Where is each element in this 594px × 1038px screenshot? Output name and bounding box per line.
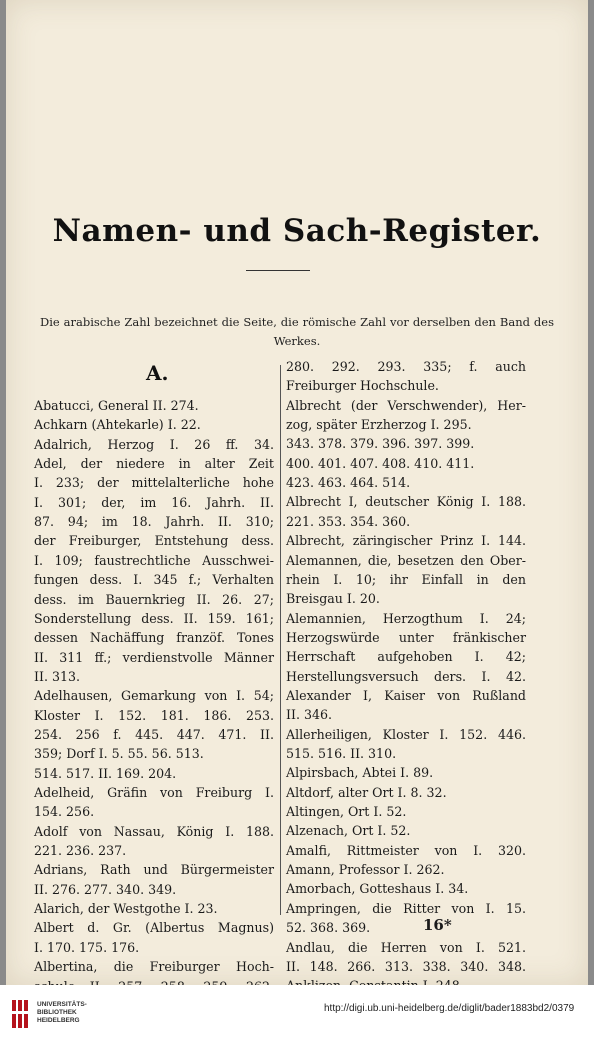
index-entry-line: 254. 256 f. 445. 447. 471. II. <box>34 726 274 742</box>
index-entry-line: II. 311 ff.; verdienstvolle Männer <box>34 649 274 665</box>
index-entry-line: Albertina, die Freiburger Hoch- <box>34 959 274 975</box>
index-entry-line: Adel, der niedere in alter Zeit <box>34 456 274 472</box>
index-entry-line: Adelheid, Gräfin von Freiburg I. <box>34 785 274 800</box>
source-url-link[interactable]: http://digi.ub.uni-heidelberg.de/diglit/bader1883bd2/0379 <box>324 1003 575 1014</box>
title-rule <box>246 270 310 271</box>
index-entry-line: Sonderstellung dess. II. 159. 161; <box>34 610 274 626</box>
index-entry-line: Albert d. Gr. (Albertus Magnus) <box>34 920 274 936</box>
index-entry-line: Herzogswürde unter fränkischer <box>286 629 526 645</box>
index-entry-line: dessen Nachäffung franzöf. Tones <box>34 630 274 646</box>
index-entry-line: 280. 292. 293. 335; f. auch <box>286 359 526 374</box>
index-entry-line: rhein I. 10; ihr Einfall in den <box>286 571 526 587</box>
library-name: UNIVERSITÄTS- BIBLIOTHEK HEIDELBERG <box>37 1001 87 1024</box>
index-entry-line: II. 313. <box>34 668 80 684</box>
index-entry-line: Albrecht (der Verschwender), Her- <box>286 397 526 413</box>
index-entry-line: der Freiburger, Entstehung dess. <box>34 533 274 549</box>
index-entry-line: 221. 353. 354. 360. <box>286 513 411 529</box>
index-entry-line: 52. 368. 369. <box>286 920 371 936</box>
index-entry-line: Freiburger Hochschule. <box>286 378 439 394</box>
index-entry-line: II. 148. 266. 313. 338. 340. 348. <box>286 958 526 974</box>
index-entry-line: Albrecht, zäringischer Prinz I. 144. <box>286 533 526 549</box>
index-entry-line: Alexander I, Kaiser von Rußland <box>286 687 526 703</box>
index-entry-line: 359; Dorf I. 5. 55. 56. 513. <box>34 746 204 762</box>
page-number: 16* <box>423 916 452 934</box>
index-entry-line: Allerheiligen, Kloster I. 152. 446. <box>286 726 526 742</box>
index-entry-line: I. 301; der, im 16. Jahrh. II. <box>34 494 274 510</box>
index-entry-line: 514. 517. II. 169. 204. <box>34 765 177 781</box>
index-entry-line: Albrecht I, deutscher König I. 188. <box>286 494 526 510</box>
index-entry-line: Andlau, die Herren von I. 521. <box>286 939 526 955</box>
index-entry-line: Altingen, Ort I. 52. <box>286 804 407 820</box>
index-entry-line: 423. 463. 464. 514. <box>286 475 411 491</box>
index-entry-line: 400. 401. 407. 408. 410. 411. <box>286 455 475 471</box>
index-entry-line: II. 276. 277. 340. 349. <box>34 881 177 897</box>
index-entry-line: zog, später Erzherzog I. 295. <box>286 417 472 433</box>
index-entry-line: dess. im Bauernkrieg II. 26. 27; <box>34 591 274 607</box>
index-entry-line: Adolf von Nassau, König I. 188. <box>34 823 274 839</box>
index-entry-line: Adelhausen, Gemarkung von I. 54; <box>34 688 274 704</box>
index-entry-line: Alemannen, die, besetzen den Ober- <box>286 552 526 568</box>
column-divider <box>280 365 281 915</box>
index-entry-line: Alemannien, Herzogthum I. 24; <box>286 610 526 626</box>
index-entry-line: I. 233; der mittelalterliche hohe <box>34 475 274 491</box>
index-entry-line: Alpirsbach, Abtei I. 89. <box>286 765 434 781</box>
index-entry-line: Herrschaft aufgehoben I. 42; <box>286 649 526 665</box>
index-entry-line: Amorbach, Gotteshaus I. 34. <box>286 881 469 897</box>
index-entry-line: Adrians, Rath und Bürgermeister <box>34 862 274 878</box>
index-entry-line: Ampringen, die Ritter von I. 15. <box>286 900 526 916</box>
register-explanation: Die arabische Zahl bezeichnet die Seite, die römische Zahl vor derselben den Band des Werkes. <box>40 315 554 348</box>
index-entry-line: Alarich, der Westgothe I. 23. <box>34 901 218 917</box>
page-title: Namen- und Sach-Register. <box>52 213 542 249</box>
index-entry-line: Amalfi, Rittmeister von I. 320. <box>286 842 526 858</box>
index-entry-line: 515. 516. II. 310. <box>286 746 397 761</box>
index-entry-line: 154. 256. <box>34 804 95 820</box>
index-entry-line: 87. 94; im 18. Jahrh. II. 310; <box>34 514 274 530</box>
index-entry-line: I. 109; faustrechtliche Ausschwei- <box>34 552 274 568</box>
index-entry-line: Amann, Professor I. 262. <box>286 862 445 878</box>
index-entry-line: 221. 236. 237. <box>34 843 127 859</box>
index-entry-line: Kloster I. 152. 181. 186. 253. <box>34 707 274 723</box>
index-entry-line: I. 170. 175. 176. <box>34 939 140 955</box>
index-entry-line: Breisgau I. 20. <box>286 591 380 607</box>
index-entry-line: Alzenach, Ort I. 52. <box>286 823 411 839</box>
index-entry-line: 343. 378. 379. 396. 397. 399. <box>286 436 475 452</box>
index-entry-line: Adalrich, Herzog I. 26 ff. 34. <box>34 436 274 452</box>
index-entry-line: II. 346. <box>286 707 332 723</box>
index-entry-line: Altdorf, alter Ort I. 8. 32. <box>286 784 447 800</box>
index-entry-line: Herstellungsversuch ders. I. 42. <box>286 668 526 684</box>
index-entry-line: Abatucci, General II. 274. <box>34 398 199 413</box>
index-entry-line: Achkarn (Ahtekarle) I. 22. <box>34 417 201 433</box>
university-library-logo-icon <box>10 997 32 1031</box>
index-entry-line: fungen dess. I. 345 f.; Verhalten <box>34 572 274 588</box>
section-letter: A. <box>146 361 169 385</box>
